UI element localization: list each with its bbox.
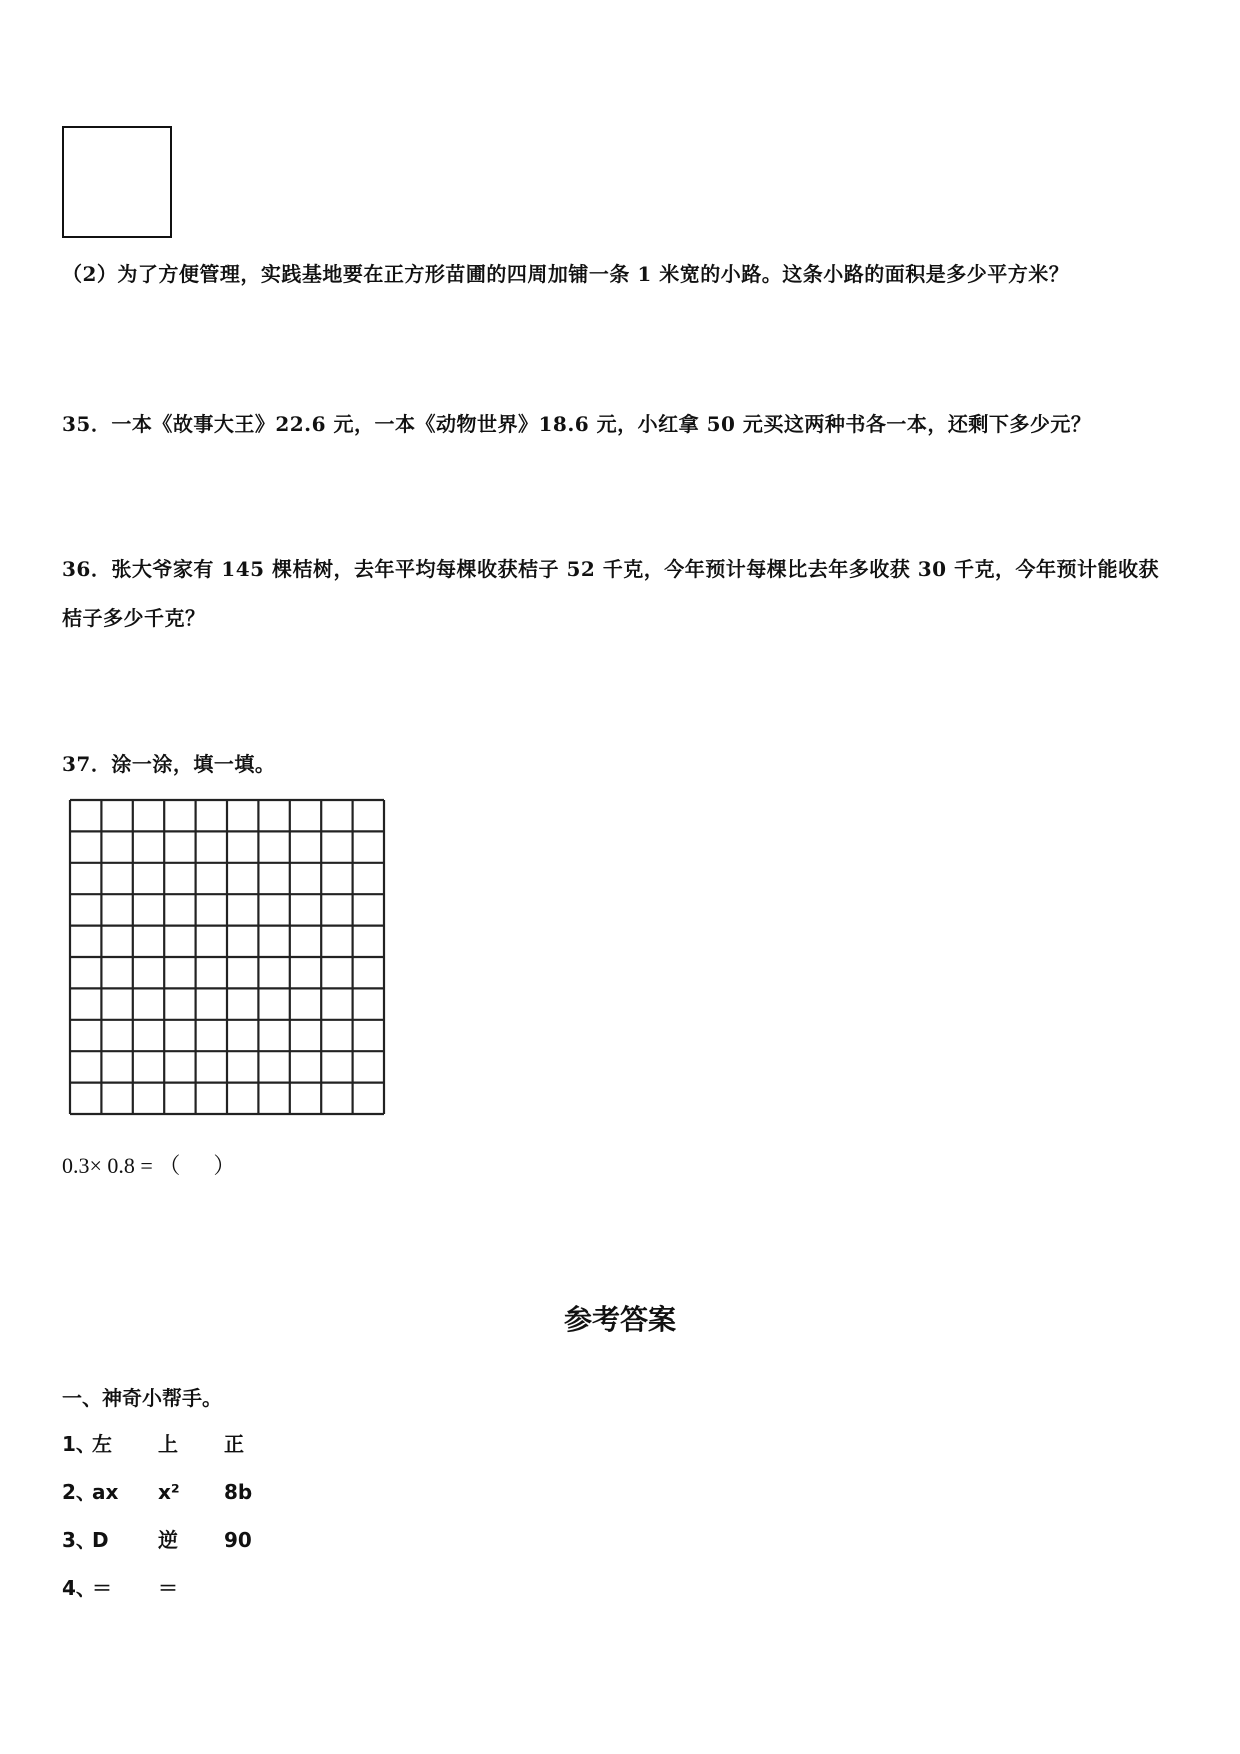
answer-row — [62, 1476, 252, 1505]
answer-value: 8b — [224, 1480, 253, 1504]
question-37: 37．涂一涂，填一填。 — [62, 752, 276, 776]
answer-number: 2、 — [62, 1480, 96, 1504]
answer-row — [62, 1428, 244, 1457]
answer-number: 1、 — [62, 1432, 96, 1456]
square-figure — [62, 126, 172, 238]
answer-value: 逆 — [158, 1528, 178, 1552]
answer-value: 90 — [224, 1528, 252, 1552]
answer-value: 左 — [92, 1432, 112, 1456]
answer-value: ax — [92, 1480, 119, 1504]
answer-number: 3、 — [62, 1528, 96, 1552]
question-35: 35．一本《故事大王》22.6 元，一本《动物世界》18.6 元，小红拿 50 元买这两种书各一本，还剩下多少元？ — [62, 412, 1092, 436]
answer-value: x² — [158, 1480, 180, 1504]
answer-row — [62, 1572, 224, 1601]
answer-value: 上 — [158, 1432, 178, 1456]
question-36-line-1: 36．张大爷家有 145 棵桔树，去年平均每棵收获桔子 52 千克，今年预计每棵比去年多收获 30 千克，今年预计能收获 — [62, 557, 1160, 581]
multiplication-equation: 0.3× 0.8 = （ ） — [62, 1153, 236, 1178]
answer-value: D — [92, 1528, 109, 1552]
answer-value: 正 — [224, 1432, 244, 1456]
answer-key-title: 参考答案 — [563, 1303, 676, 1336]
hundred-grid — [68, 798, 386, 1118]
answer-number: 4、 — [62, 1576, 96, 1600]
answer-value: ＝ — [92, 1576, 112, 1600]
question-36-line-2: 桔子多少千克？ — [62, 606, 206, 630]
answer-section-heading: 一、神奇小帮手。 — [62, 1386, 222, 1410]
answer-row — [62, 1524, 252, 1553]
question-34-part-2: （2）为了方便管理，实践基地要在正方形苗圃的四周加铺一条 1 米宽的小路。这条小路的面积是多少平方米？ — [62, 262, 1070, 286]
answer-value: ＝ — [158, 1576, 178, 1600]
